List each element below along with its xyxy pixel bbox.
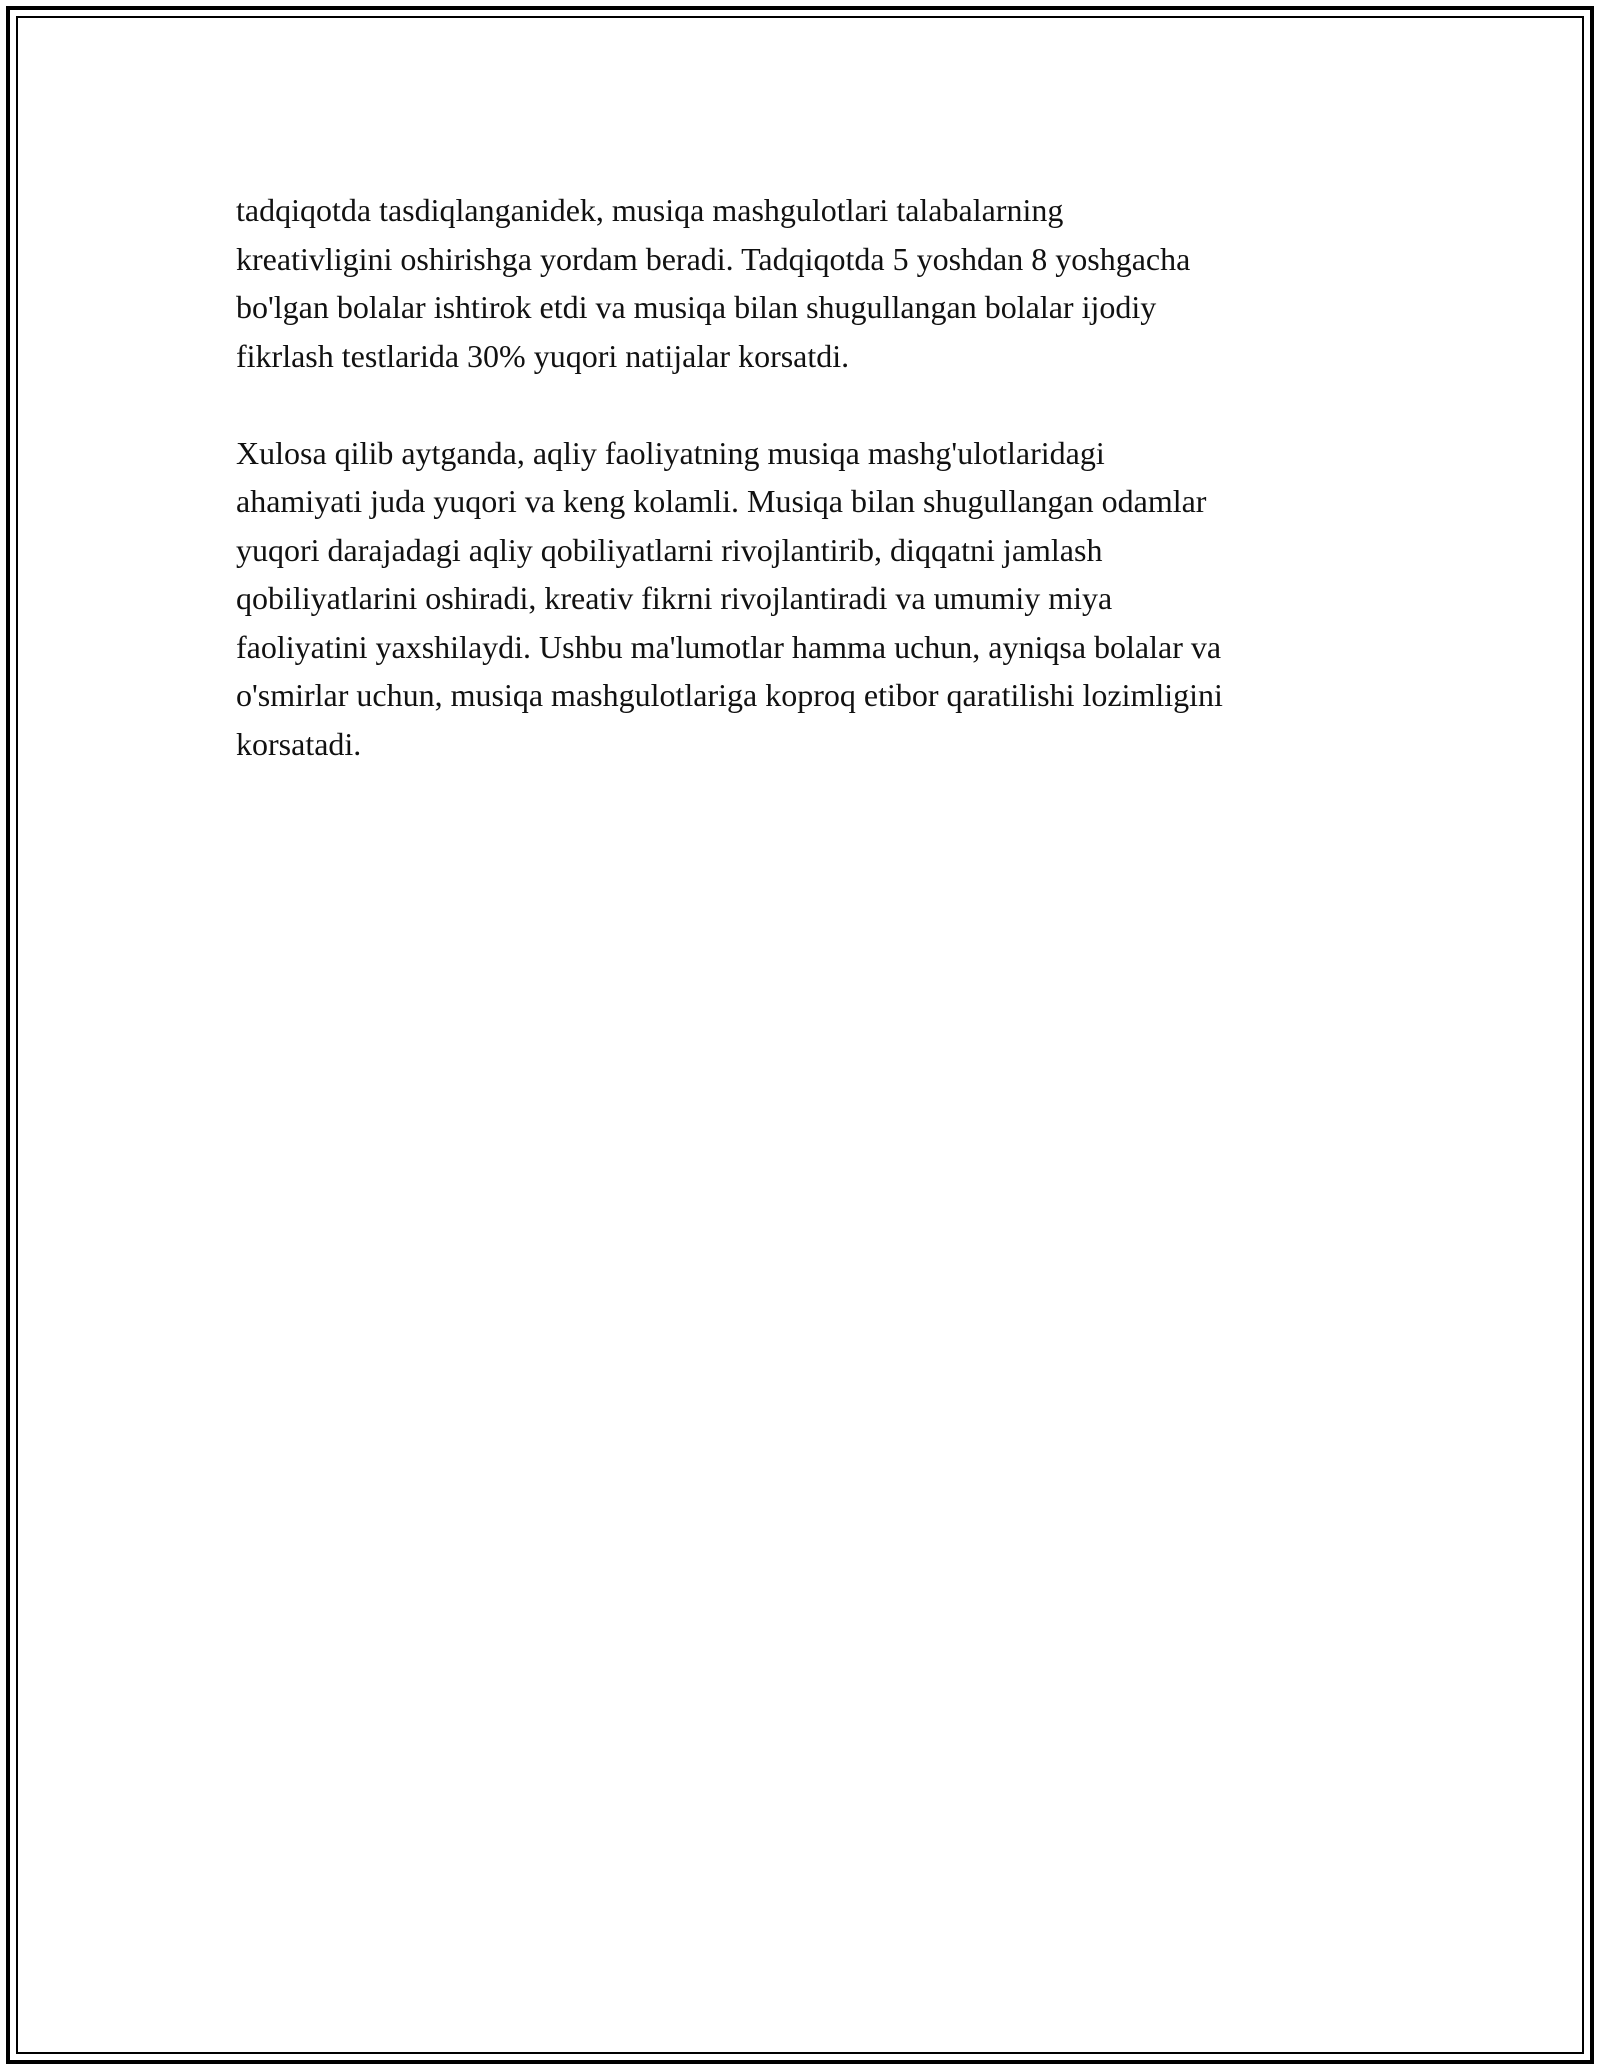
paragraph-line: ahamiyati juda yuqori va keng kolamli. Musiqa bilan shugullangan odamlar xyxy=(236,483,1207,519)
paragraph-line: tadqiqotda tasdiqlanganidek, musiqa mashgulotlari talabalarning xyxy=(236,192,1064,228)
paragraph-line: yuqori darajadagi aqliy qobiliyatlarni rivojlantirib, diqqatni jamlash xyxy=(236,531,1103,568)
paragraph-line: faoliyatini yaxshilaydi. Ushbu ma'lumotlar hamma uchun, ayniqsa bolalar va xyxy=(236,628,1222,665)
paragraph-line: korsatadi. xyxy=(236,725,362,762)
paragraph-1 xyxy=(236,186,1376,380)
paragraph-line: fikrlash testlarida 30% yuqori natijalar korsatdi. xyxy=(236,337,850,374)
paragraph-line: o'smirlar uchun, musiqa mashgulotlariga koproq etibor qaratilishi lozimligini xyxy=(236,677,1223,713)
paragraph-line: bo'lgan bolalar ishtirok etdi va musiqa bilan shugullangan bolalar ijodiy xyxy=(236,289,1157,325)
paragraph-2 xyxy=(236,429,1376,769)
paragraph-line: kreativligini oshirishga yordam beradi. Tadqiqotda 5 yoshdan 8 yoshgacha xyxy=(236,240,1191,277)
document-body xyxy=(236,186,1376,817)
paragraph-line: qobiliyatlarini oshiradi, kreativ fikrni rivojlantiradi va umumiy miya xyxy=(236,580,1113,616)
paragraph-line: Xulosa qilib aytganda, aqliy faoliyatning musiqa mashg'ulotlaridagi xyxy=(236,434,1105,471)
